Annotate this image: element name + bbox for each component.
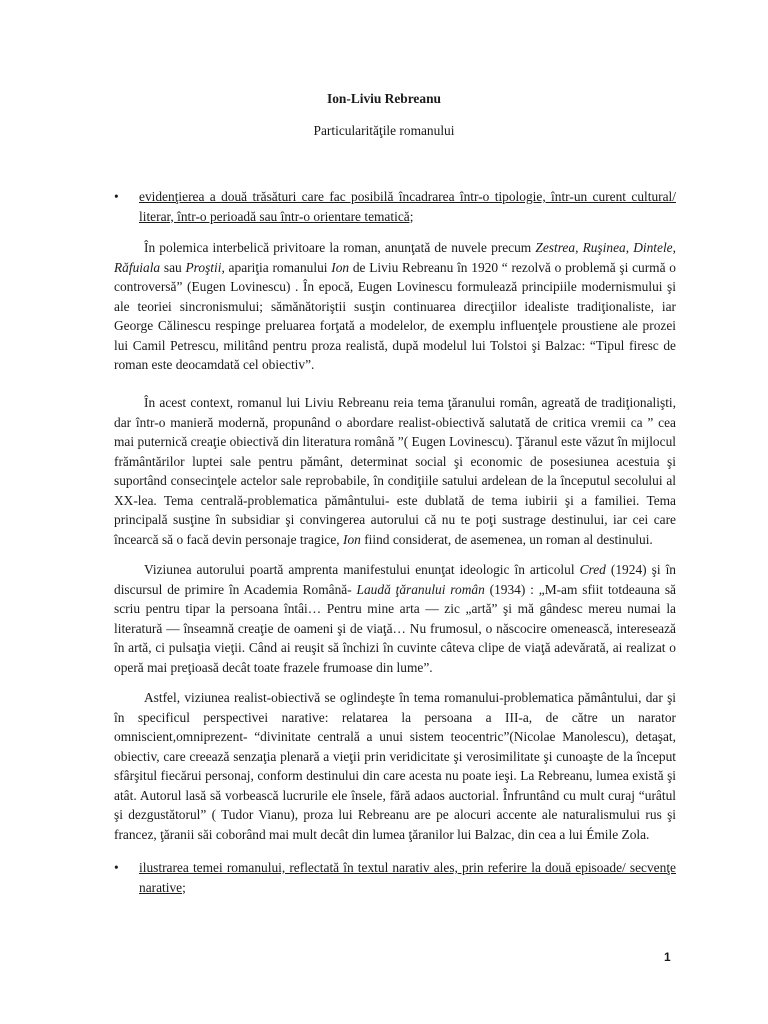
paragraph: [114, 393, 676, 549]
bullet-marker: •: [114, 189, 119, 204]
bullet-item: [114, 187, 676, 226]
italic-title: Proştii: [185, 259, 222, 275]
paragraph-text: (1924) şi în discursul de primire în Academia Română-: [114, 562, 676, 597]
italic-title: Zestrea: [535, 240, 576, 255]
paragraph-text: Viziunea autorului poartă amprenta manifestului enunţat ideologic în articolul: [144, 562, 580, 577]
italic-title: Dintele: [633, 240, 673, 255]
italic-title: Cred: [579, 562, 606, 577]
italic-title: Ruşinea: [582, 240, 626, 255]
paragraph-text: În acest context, romanul lui Liviu Rebreanu reia tema ţăranului român, agreată de tradiţionalişti, dar într-o manieră modernă, propunând o abordare realist-obiectivă salutată de critica vremii ca ” cea mai puternică creaţie obiectivă din literatura română ”( Eugen Lovinescu). Ţăranul este văzut în mijlocul frământărilor luptei sale pentru pământ, determinat social şi economic de posesiunea acestuia şi suportând consecinţele actelor sale reprobabile, în condiţiile satului ardelean de la începutul secolului al XX-lea. Tema centrală-problematica pământului- este dublată de tema iubirii şi a familiei. Tema principală susţine în subsidiar şi convingerea autorului că nu te poţi sustrage destinului, iar cei care încearcă să o facă devin personaje tragice,: [114, 395, 676, 547]
paragraph-text: sau: [160, 259, 186, 275]
italic-title: Răfuiala: [114, 259, 161, 275]
paragraph: [114, 560, 676, 677]
paragraph-text: ,: [672, 240, 676, 255]
paragraph-text: ,: [625, 240, 634, 255]
paragraph-text: Astfel, viziunea realist-obiectivă se oglindeşte în tema romanului-problematica pământului, dar şi în specificul perspectivei narative: relatarea la persoana a III-a, de către un narator omniscient,omniprezent- “divinitate centrală a unui sistem teocentric”(Nicolae Manolescu), detaşat, obiectiv, care creează senzaţia plenară a vieţii prin veridicitate şi verosimilitate şi cunoaşte de la început sfârşitul fiecărui personaj, conform destinului din care acesta nu poate ieşi. La Rebreanu, lumea există şi atât. Autorul lasă să vorbească lucrurile ele însele, fără adaos auctorial. Înfruntând cu mult curaj “urâtul şi dezgustătorul” ( Tudor Vianu), proza lui Rebreanu are pe alocuri accente ale naturalismului rus şi francez, ţăranii săi coborând mai mult decât din lumea ţăranilor lui Balzac, din cea a lui Émile Zola.: [114, 690, 676, 842]
bullet-marker: •: [114, 860, 119, 875]
italic-title: Ion: [343, 531, 361, 547]
italic-title: Laudă ţăranului român: [356, 581, 485, 597]
italic-title: Ion: [331, 259, 350, 275]
document-subtitle: Particularităţile romanului: [313, 123, 455, 138]
paragraph-text: , apariţia romanului: [221, 259, 332, 275]
paragraph: [114, 688, 676, 844]
document-title: Ion-Liviu Rebreanu: [327, 91, 441, 106]
paragraph-text: de Liviu Rebreanu în 1920 “ rezolvă o problemă şi curmă o controversă” (Eugen Lovinescu) . În epocă, Eugen Lovinescu formulează principiile modernismului şi ale teoriei sincronismului; sămănătoriştii susţin continuarea direcţiilor idealiste tradiţionaliste, iar George Călinescu respinge preluarea forţată a modelelor, de exemplu influenţele proustiene ale prozei lui Camil Petrescu, militând pentru proza realistă, după modelul lui Tolstoi şi Balzac: “Tipul firesc de roman este deocamdată cel obiectiv”.: [114, 259, 676, 372]
bullet-text: evidenţierea a două trăsături care fac posibilă încadrarea într-o tipologie, într-un curent cultural/ literar, într-o perioadă sau într-o orientare tematică;: [139, 189, 676, 224]
paragraph-text: ,: [575, 240, 583, 255]
page-number: 1: [664, 950, 671, 964]
paragraph-text: În polemica interbelică privitoare la roman, anunţată de nuvele precum: [144, 240, 536, 255]
paragraph-text: (1934) : „M-am sfiit totdeauna să scriu pentru tipar la persoana întâi… Pentru mine arta — zic „artă” şi mă gândesc mereu numai la literatură — înseamnă creaţie de oameni şi de viaţă… Nu frumosul, o născocire omenească, interesează în artă, ci pulsaţia vieţii. Când ai reuşit să închizi în cuvinte câteva clipe de viaţă adevărată, ai realizat o operă mai preţioasă decât toate frazele frumoase din lume”.: [114, 581, 676, 675]
paragraph: [114, 238, 676, 375]
bullet-item: [114, 858, 676, 897]
bullet-text: ilustrarea temei romanului, reflectată în textul narativ ales, prin referire la două episoade/ secvenţe narative;: [139, 860, 676, 895]
paragraph-text: fiind considerat, de asemenea, un roman al destinului.: [360, 531, 653, 547]
